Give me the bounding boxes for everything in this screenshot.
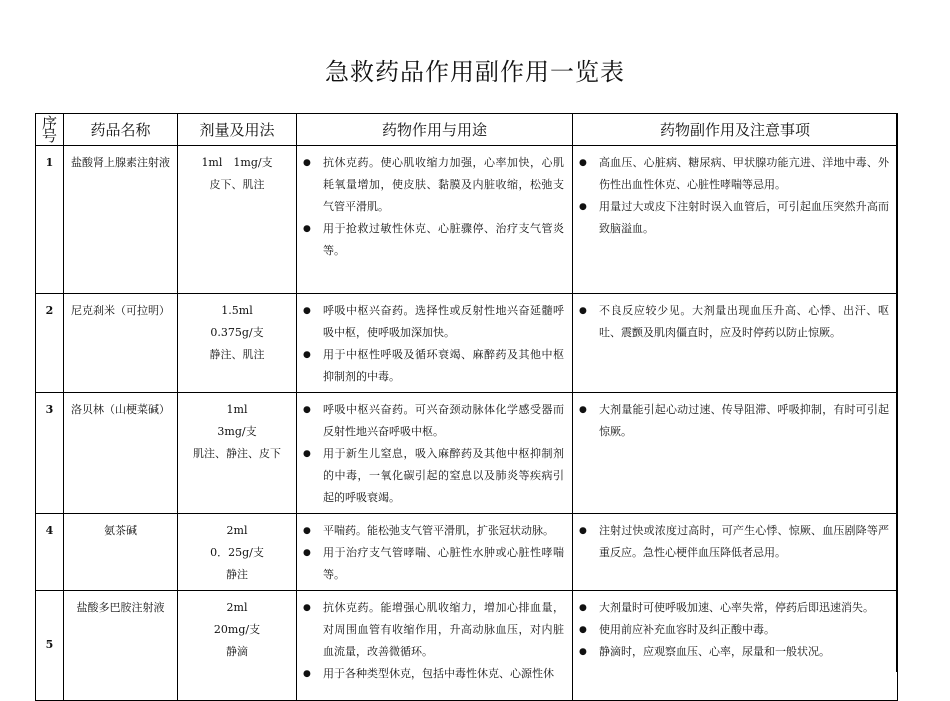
side-effect-list bbox=[577, 300, 889, 344]
bullet-icon: ● bbox=[579, 625, 587, 635]
bullet-icon: ● bbox=[303, 405, 311, 415]
side-effects bbox=[573, 591, 898, 701]
bullet-icon: ● bbox=[303, 158, 311, 168]
effect-item bbox=[301, 152, 564, 218]
dose-usage bbox=[178, 294, 297, 393]
side-effect-item bbox=[577, 399, 889, 443]
row-seq: 5 bbox=[36, 591, 64, 701]
bullet-icon: ● bbox=[579, 158, 587, 168]
effect-list bbox=[301, 520, 564, 586]
side-effect-item bbox=[577, 300, 889, 344]
side-effects bbox=[573, 514, 898, 591]
dose-line: 1ml bbox=[226, 403, 248, 416]
bullet-icon: ● bbox=[303, 224, 311, 234]
bullet-icon: ● bbox=[303, 548, 311, 558]
side-effect-item bbox=[577, 597, 889, 619]
header-side-effects: 药物副作用及注意事项 bbox=[573, 114, 898, 146]
drug-name: 洛贝林（山梗菜碱） bbox=[64, 393, 178, 514]
effect-text: 用于中枢性呼吸及循环衰竭、麻醉药及其他中枢抑制剂的中毒。 bbox=[323, 348, 564, 383]
effect-list bbox=[301, 152, 564, 262]
side-effect-list bbox=[577, 152, 889, 240]
row-seq: 2 bbox=[36, 294, 64, 393]
drug-effect bbox=[297, 294, 573, 393]
effect-item bbox=[301, 399, 564, 443]
header-row bbox=[36, 114, 898, 146]
bullet-icon: ● bbox=[303, 449, 311, 459]
effect-item bbox=[301, 597, 564, 663]
drug-name: 尼克刹米（可拉明） bbox=[64, 294, 178, 393]
side-effect-text: 用量过大或皮下注射时误入血管后，可引起血压突然升高而致脑溢血。 bbox=[599, 200, 889, 235]
drug-name: 氨茶碱 bbox=[64, 514, 178, 591]
bullet-icon: ● bbox=[579, 647, 587, 657]
dose-line: 1.5ml bbox=[221, 304, 253, 317]
effect-item bbox=[301, 218, 564, 262]
table-row bbox=[36, 514, 898, 591]
side-effect-item bbox=[577, 152, 889, 196]
bullet-icon: ● bbox=[303, 526, 311, 536]
side-effects bbox=[573, 146, 898, 294]
bullet-icon: ● bbox=[579, 603, 587, 613]
dose-line: 20mg/支 bbox=[213, 623, 261, 636]
bullet-icon: ● bbox=[303, 306, 311, 316]
effect-text: 用于抢救过敏性休克、心脏骤停、治疗支气管炎等。 bbox=[323, 222, 564, 257]
side-effect-list bbox=[577, 597, 889, 663]
row-seq: 3 bbox=[36, 393, 64, 514]
side-effect-item bbox=[577, 520, 889, 564]
effect-list bbox=[301, 300, 564, 388]
dose-line: 0．25g/支 bbox=[210, 546, 264, 559]
table-row bbox=[36, 294, 898, 393]
bullet-icon: ● bbox=[303, 350, 311, 360]
side-effect-text: 大剂量时可使呼吸加速、心率失常，停药后即迅速消失。 bbox=[599, 601, 874, 614]
bullet-icon: ● bbox=[579, 405, 587, 415]
dose-usage bbox=[178, 591, 297, 701]
effect-text: 用于各种类型休克，包括中毒性休克、心源性休 bbox=[323, 667, 554, 680]
effect-text: 呼吸中枢兴奋药。可兴奋颈动脉体化学感受器而反射性地兴奋呼吸中枢。 bbox=[323, 403, 564, 438]
header-name: 药品名称 bbox=[64, 114, 178, 146]
bullet-icon: ● bbox=[303, 669, 311, 679]
header-effect: 药物作用与用途 bbox=[297, 114, 573, 146]
effect-text: 平喘药。能松弛支气管平滑肌，扩张冠状动脉。 bbox=[323, 524, 554, 537]
side-effect-text: 高血压、心脏病、糖尿病、甲状腺功能亢进、洋地中毒、外伤性出血性休克、心脏性哮喘等忌用。 bbox=[599, 156, 889, 191]
drug-effect bbox=[297, 393, 573, 514]
bullet-icon: ● bbox=[303, 603, 311, 613]
bullet-icon: ● bbox=[579, 526, 587, 536]
drug-name: 盐酸肾上腺素注射液 bbox=[64, 146, 178, 294]
side-effect-item bbox=[577, 196, 889, 240]
effect-list bbox=[301, 399, 564, 509]
dose-line: 静滴 bbox=[226, 645, 248, 658]
side-effect-text: 大剂量能引起心动过速、传导阻滞、呼吸抑制，有时可引起惊厥。 bbox=[599, 403, 889, 438]
header-seq: 序号 bbox=[36, 114, 64, 146]
bullet-icon: ● bbox=[579, 306, 587, 316]
dose-usage bbox=[178, 146, 297, 294]
dose-line: 静注、肌注 bbox=[209, 348, 265, 361]
side-effect-text: 使用前应补充血容时及纠正酸中毒。 bbox=[599, 623, 775, 636]
table-right-rule bbox=[896, 113, 899, 672]
effect-item bbox=[301, 300, 564, 344]
dose-line: 2ml bbox=[226, 601, 248, 614]
effect-item bbox=[301, 663, 564, 685]
row-seq: 1 bbox=[36, 146, 64, 294]
dose-usage bbox=[178, 514, 297, 591]
side-effect-item bbox=[577, 641, 889, 663]
effect-text: 用于新生儿窒息，吸入麻醉药及其他中枢抑制剂的中毒，一氧化碳引起的窒息以及肺炎等疾病引起的呼吸衰竭。 bbox=[323, 447, 564, 504]
drug-effect bbox=[297, 591, 573, 701]
dose-line: 静注 bbox=[226, 568, 248, 581]
bullet-icon: ● bbox=[579, 202, 587, 212]
table-row bbox=[36, 393, 898, 514]
side-effect-text: 静滴时，应观察血压、心率，尿量和一般状况。 bbox=[599, 645, 830, 658]
side-effect-text: 不良反应较少见。大剂量出现血压升高、心悸、出汗、呕吐、震颤及肌肉僵直时，应及时停药以防止惊厥。 bbox=[599, 304, 889, 339]
effect-text: 用于治疗支气管哮喘、心脏性水肿或心脏性哮喘等。 bbox=[323, 546, 564, 581]
effect-item bbox=[301, 344, 564, 388]
side-effect-item bbox=[577, 619, 889, 641]
dose-usage bbox=[178, 393, 297, 514]
effect-text: 呼吸中枢兴奋药。选择性或反射性地兴奋延髓呼吸中枢，使呼吸加深加快。 bbox=[323, 304, 564, 339]
page-title: 急救药品作用副作用一览表 bbox=[325, 58, 625, 86]
dose-line: 0.375g/支 bbox=[210, 326, 264, 339]
side-effects bbox=[573, 294, 898, 393]
side-effect-text: 注射过快或浓度过高时，可产生心悸、惊厥、血压剧降等严重反应。急性心梗伴血压降低者忌用。 bbox=[599, 524, 889, 559]
table-row bbox=[36, 146, 898, 294]
effect-item bbox=[301, 542, 564, 586]
dose-line: 皮下、肌注 bbox=[209, 178, 265, 191]
dose-line: 肌注、静注、皮下 bbox=[193, 447, 281, 460]
dose-line: 2ml bbox=[226, 524, 248, 537]
drug-effect bbox=[297, 514, 573, 591]
side-effect-list bbox=[577, 399, 889, 443]
row-seq: 4 bbox=[36, 514, 64, 591]
effect-item bbox=[301, 443, 564, 509]
drug-effect bbox=[297, 146, 573, 294]
dose-line: 3mg/支 bbox=[217, 425, 257, 438]
table-row bbox=[36, 591, 898, 701]
dose-line: 1ml 1mg/支 bbox=[201, 156, 273, 169]
side-effect-list bbox=[577, 520, 889, 564]
drug-table bbox=[35, 113, 898, 701]
header-dose: 剂量及用法 bbox=[178, 114, 297, 146]
drug-name: 盐酸多巴胺注射液 bbox=[64, 591, 178, 701]
side-effects bbox=[573, 393, 898, 514]
effect-text: 抗休克药。能增强心肌收缩力，增加心排血量，对周围血管有收缩作用，升高动脉血压，对内脏血流量，改善微循环。 bbox=[323, 601, 564, 658]
effect-item bbox=[301, 520, 564, 542]
effect-text: 抗休克药。使心肌收缩力加强，心率加快，心肌耗氧量增加，使皮肤、黏膜及内脏收缩，松弛支气管平滑肌。 bbox=[323, 156, 564, 213]
